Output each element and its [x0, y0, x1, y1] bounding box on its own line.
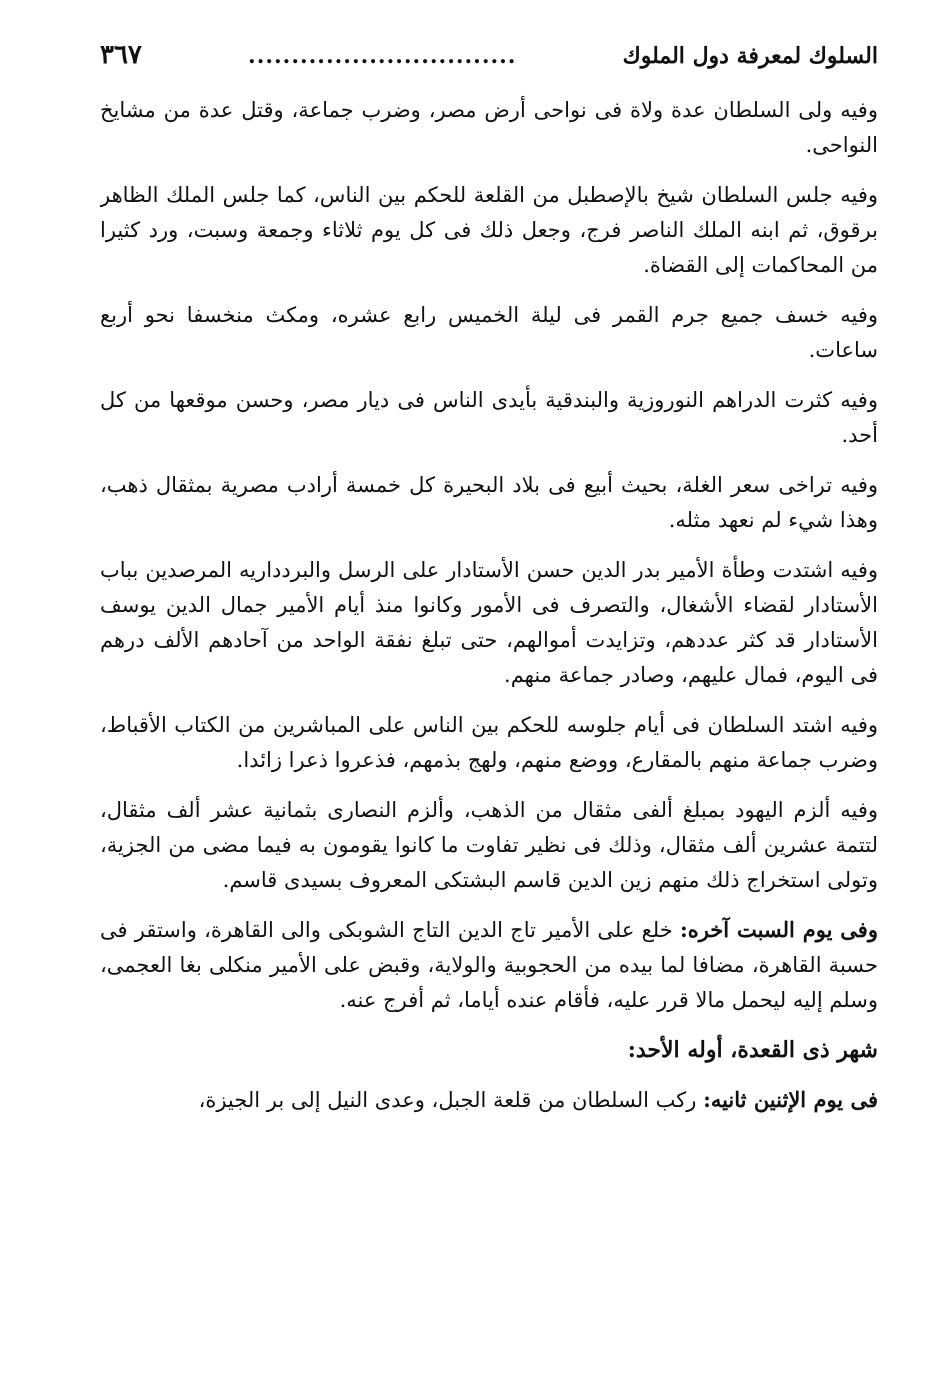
- paragraph: [100, 912, 878, 1018]
- paragraph-text: وفيه تراخى سعر الغلة، بحيث أبيع فى بلاد البحيرة كل خمسة أرادب مصرية بمثقال ذهب، وهذا شيء لم نعهد مثله.: [100, 473, 878, 532]
- paragraph-text: وفيه خسف جميع جرم القمر فى ليلة الخميس رابع عشره، ومكث منخسفا نحو أربع ساعات.: [100, 303, 878, 362]
- book-page: [100, 40, 878, 1360]
- header-leader-dots: ...............................: [248, 43, 517, 69]
- paragraph: [100, 707, 878, 778]
- paragraph: [100, 297, 878, 368]
- body-text: [100, 92, 878, 1118]
- paragraph-text: وفيه جلس السلطان شيخ بالإصطبل من القلعة للحكم بين الناس، كما جلس الملك الظاهر برقوق، ثم ابنه الملك الناصر فرج، وجعل ذلك فى كل يوم ثلاثاء وجمعة وسبت، ورد كثيرا من المحاكمات إلى القضاة.: [100, 183, 878, 277]
- paragraph: [100, 382, 878, 453]
- month-heading: شهر ذى القعدة، أوله الأحد:: [627, 1037, 878, 1063]
- paragraph-text: وفيه كثرت الدراهم النوروزية والبندقية بأيدى الناس فى ديار مصر، وحسن موقعها من كل أحد.: [100, 388, 878, 447]
- paragraph-lead: فى يوم الإثنين ثانيه:: [703, 1087, 878, 1112]
- paragraph: [100, 792, 878, 898]
- running-header: [100, 40, 878, 90]
- paragraph-text: وفيه ألزم اليهود بمبلغ ألفى مثقال من الذهب، وألزم النصارى بثمانية عشر ألف مثقال، لتتمة عشرين ألف مثقال، وذلك فى نظير تفاوت ما كانوا يقومون به فيما مضى من الجزية، وتولى استخراج ذلك منهم زين الدين قاسم البشتكى المعروف بسيدى قاسم.: [100, 798, 878, 892]
- paragraph-text: وفيه اشتد السلطان فى أيام جلوسه للحكم بين الناس على المباشرين من الكتاب الأقباط، وضرب جماعة منهم بالمقارع، ووضع منهم، ولهج بذمهم، فذعروا ذعرا زائدا.: [100, 713, 878, 772]
- paragraph-text: وفيه ولى السلطان عدة ولاة فى نواحى أرض مصر، وضرب جماعة، وقتل عدة من مشايخ النواحى.: [100, 98, 878, 157]
- paragraph-text: خلع على الأمير تاج الدين التاج الشوبكى والى القاهرة، واستقر فى حسبة القاهرة، مضافا لما بيده من الحجوبية والولاية، وقبض على الأمير منكلى بغا العجمى، وسلم إليه ليحمل مالا قرر عليه، فأقام عنده أياما، ثم أفرج عنه.: [100, 918, 878, 1012]
- paragraph: [100, 92, 878, 163]
- paragraph-text: وفيه اشتدت وطأة الأمير بدر الدين حسن الأستادار على الرسل والبردداريه المرصدين بباب الأستادار لقضاء الأشغال، والتصرف فى الأمور وكانوا منذ أيام الأمير جمال الدين يوسف الأستادار قد كثر عددهم، وتزايدت أموالهم، حتى تبلغ نفقة الواحد من آحادهم الألف درهم فى اليوم، فمال عليهم، وصادر جماعة منهم.: [100, 558, 878, 687]
- page-number: ٣٦٧: [100, 40, 142, 70]
- paragraph: [100, 177, 878, 283]
- paragraph-lead: وفى يوم السبت آخره:: [679, 917, 878, 942]
- book-title: السلوك لمعرفة دول الملوك: [622, 43, 878, 69]
- paragraph-text: ركب السلطان من قلعة الجبل، وعدى النيل إلى بر الجيزة،: [198, 1088, 704, 1112]
- paragraph: [100, 552, 878, 693]
- paragraph: [100, 1082, 878, 1118]
- paragraph: [100, 467, 878, 538]
